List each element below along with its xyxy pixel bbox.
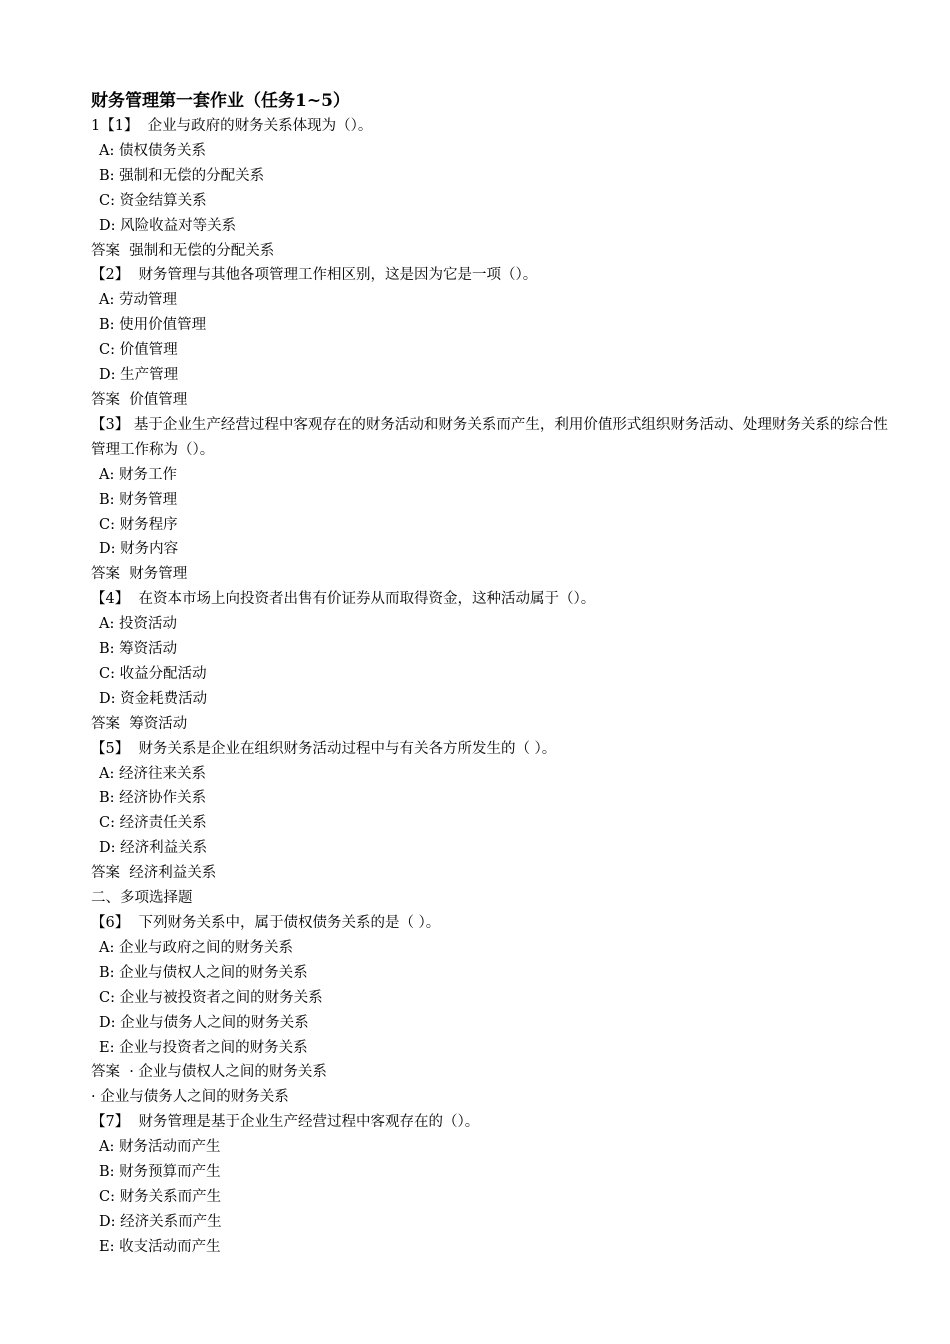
option-text: D: 生产管理 (99, 367, 179, 384)
option-text: E: 企业与投资者之间的财务关系 (99, 1039, 308, 1056)
question-text: 【6】 下列财务关系中，属于债权债务关系的是（ ）。 (91, 915, 441, 931)
question-text: 【7】 财务管理是基于企业生产经营过程中客观存在的（）。 (91, 1114, 480, 1131)
option-text: A: 劳动管理 (99, 292, 177, 309)
option-text: E: 收支活动而产生 (99, 1238, 221, 1255)
section-heading: 二、多项选择题 (91, 890, 193, 907)
option-text: B: 使用价值管理 (99, 317, 207, 334)
option-text: A: 经济往来关系 (99, 765, 206, 782)
option-text: B: 筹资活动 (99, 641, 178, 658)
option-text: D: 财务内容 (99, 541, 179, 558)
question-text: 【2】 财务管理与其他各项管理工作相区别，这是因为它是一项（）。 (91, 267, 538, 284)
option-text: B: 企业与债权人之间的财务关系 (99, 964, 308, 981)
answer-text: 答案 价值管理 (91, 391, 188, 408)
document-body (91, 114, 890, 1260)
option-text: D: 经济关系而产生 (99, 1213, 222, 1230)
option-text: C: 价值管理 (99, 342, 178, 359)
question-text: 1【1】 企业与政府的财务关系体现为（）。 (91, 118, 373, 134)
option-text: B: 财务预算而产生 (99, 1164, 221, 1181)
option-text: B: 强制和无偿的分配关系 (99, 167, 265, 184)
option-text: C: 财务关系而产生 (99, 1188, 222, 1205)
option-text: C: 收益分配活动 (99, 665, 207, 682)
option-text: D: 资金耗费活动 (99, 690, 208, 707)
option-text: C: 企业与被投资者之间的财务关系 (99, 989, 323, 1006)
question-text: 【4】 在资本市场上向投资者出售有价证券从而取得资金，这种活动属于（）。 (91, 591, 596, 608)
answer-text: 答案 筹资活动 (91, 715, 188, 732)
option-text: A: 企业与政府之间的财务关系 (99, 939, 293, 956)
question-text: 【3】 基于企业生产经营过程中客观存在的财务活动和财务关系而产生，利用价值形式组织财务活动、处理财务关系的综合性管理工作称为（）。 (91, 416, 888, 458)
option-text: C: 资金结算关系 (99, 192, 207, 209)
option-text: C: 财务程序 (99, 516, 178, 533)
option-text: D: 风险收益对等关系 (99, 217, 237, 234)
answer-text: 答案 强制和无偿的分配关系 (91, 242, 275, 259)
document-title: 财务管理第一套作业（任务1~5） (91, 91, 350, 111)
answer-text: 答案 经济利益关系 (91, 865, 217, 882)
answer-text: 答案 · 企业与债权人之间的财务关系 (91, 1064, 327, 1081)
answer-text: · 企业与债务人之间的财务关系 (91, 1089, 289, 1106)
option-text: A: 投资活动 (99, 616, 177, 633)
question-text: 【5】 财务关系是企业在组织财务活动过程中与有关各方所发生的（ ）。 (91, 740, 557, 757)
answer-text: 答案 财务管理 (91, 566, 188, 583)
option-text: A: 债权债务关系 (99, 142, 206, 159)
option-text: D: 企业与债务人之间的财务关系 (99, 1014, 309, 1031)
option-text: A: 财务活动而产生 (99, 1139, 221, 1156)
option-text: D: 经济利益关系 (99, 840, 208, 857)
option-text: B: 经济协作关系 (99, 790, 207, 807)
option-text: B: 财务管理 (99, 491, 178, 508)
option-text: A: 财务工作 (99, 466, 177, 483)
option-text: C: 经济责任关系 (99, 815, 207, 832)
